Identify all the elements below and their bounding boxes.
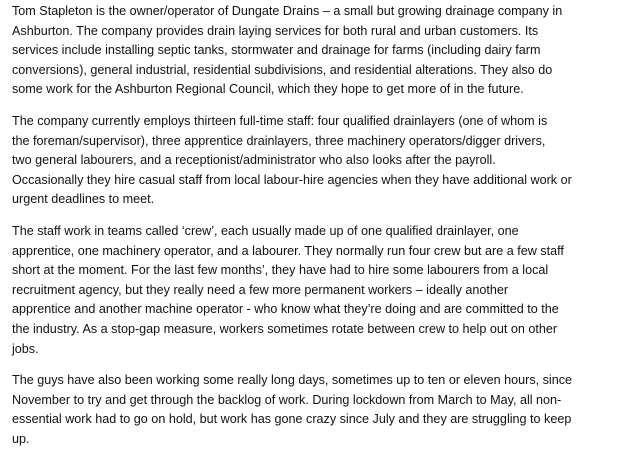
- text-line: Tom Stapleton is the owner/operator of Dungate Drains – a small but growing drainage company in: [12, 4, 563, 18]
- text-line: essential work had to go on hold, but work has gone crazy since July and they are struggling to keep: [12, 412, 572, 427]
- text-line: November to try and get through the backlog of work. During lockdown from March to May, all non-: [12, 392, 562, 407]
- text-line: some work for the Ashburton Regional Council, which they hope to get more of in the future.: [12, 82, 524, 97]
- text-line: apprentice and another machine operator - who know what they’re doing and are committed to the: [12, 302, 559, 317]
- text-line: the industry. As a stop-gap measure, workers sometimes rotate between crew to help out on other: [12, 321, 558, 336]
- text-line: The company currently employs thirteen full-time staff: four qualified drainlayers (one of whom is: [12, 113, 548, 128]
- text-line: Ashburton. The company provides drain laying services for both rural and urban customers. Its: [12, 23, 539, 38]
- text-line: The guys have also been working some really long days, sometimes up to ten or eleven hours, since: [12, 373, 573, 388]
- text-line: conversions), general industrial, residential subdivisions, and residential alterations. They also do: [12, 62, 553, 77]
- paragraph-crew: [12, 222, 613, 359]
- paragraph-staffing: [12, 112, 613, 210]
- text-line: the foreman/supervisor), three apprentice drainlayers, three machinery operators/digger drivers,: [12, 133, 546, 148]
- text-line: urgent deadlines to meet.: [12, 192, 155, 207]
- paragraph-company-overview: [12, 2, 613, 100]
- text-line: The staff work in teams called ‘crew’, each usually made up of one qualified drainlayer, one: [12, 223, 519, 238]
- text-line: recruitment agency, but they really need a few more permanent workers – ideally another: [12, 282, 509, 297]
- paragraph-workload: [12, 371, 613, 449]
- text-line: two general labourers, and a receptionist/administrator who also looks after the payroll.: [12, 153, 496, 168]
- text-line: services include installing septic tanks, stormwater and drainage for farms (including dairy farm: [12, 43, 541, 58]
- text-line: jobs.: [12, 341, 39, 356]
- text-line: Occasionally they hire casual staff from local labour-hire agencies when they have additional work or: [12, 172, 572, 187]
- text-line: apprentice, one machinery operator, and a labourer. They normally run four crew but are a few staff: [12, 243, 564, 258]
- text-line: short at the moment. For the last few months’, they have had to hire some labourers from a local: [12, 263, 549, 278]
- text-line: up.: [12, 431, 30, 446]
